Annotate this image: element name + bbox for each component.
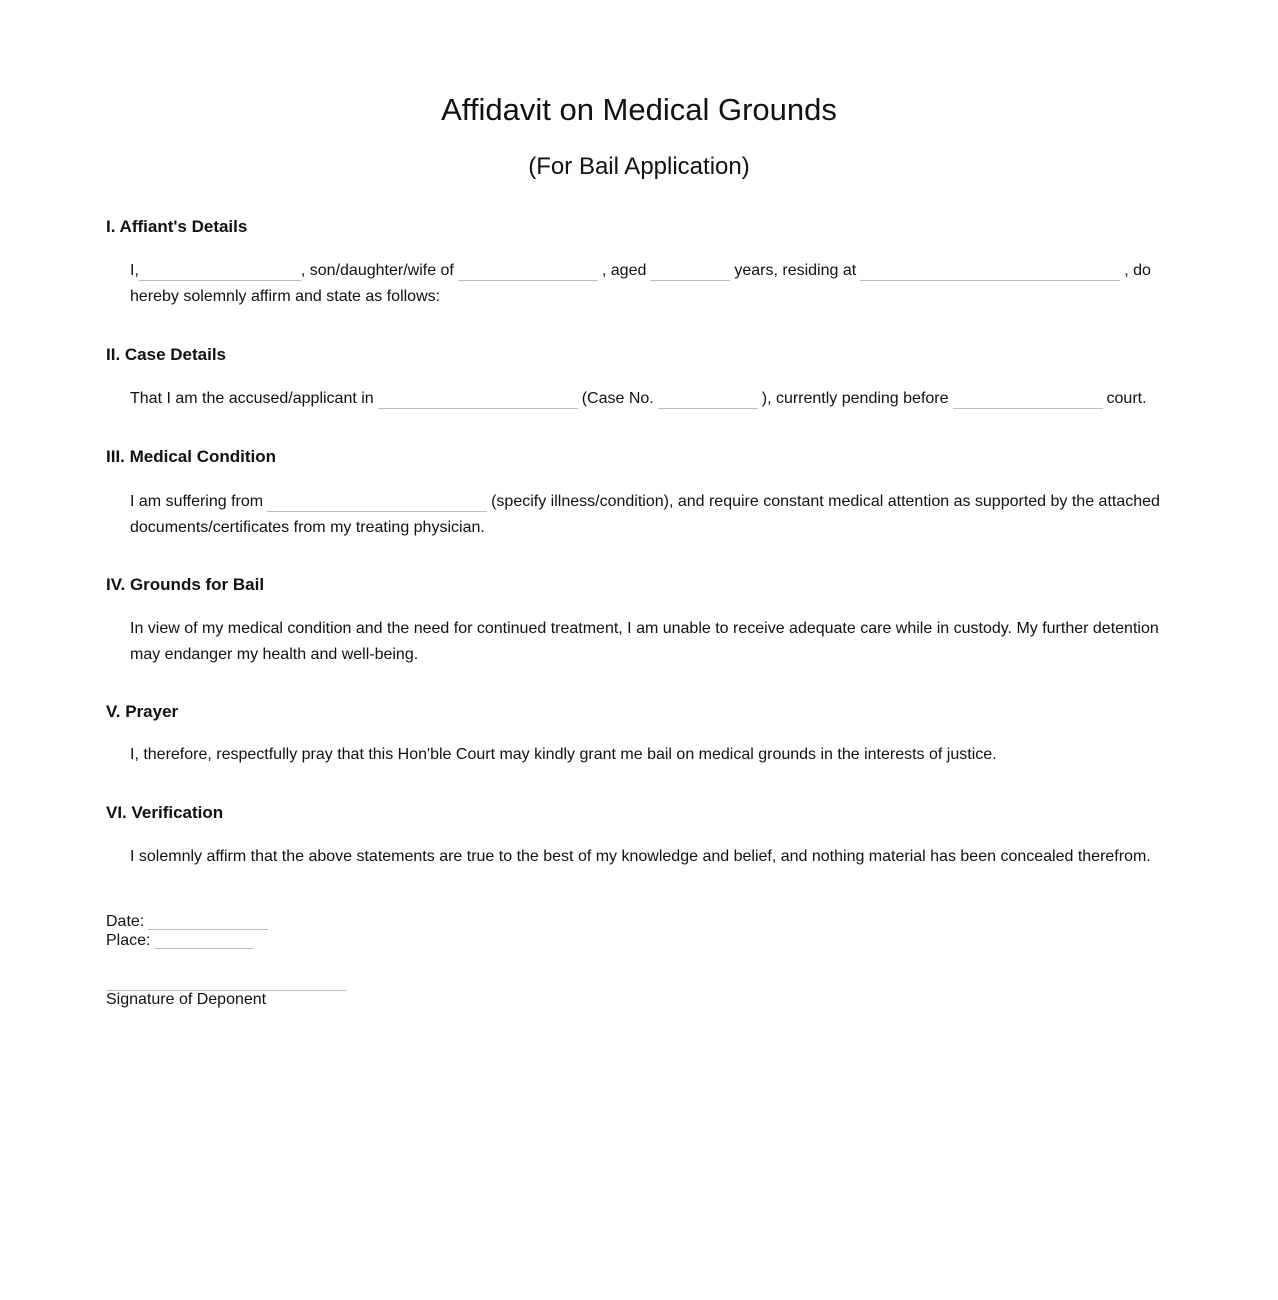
- section-affiant-details: [106, 216, 1166, 310]
- affiant-name-blank[interactable]: [139, 260, 301, 281]
- section-heading: I. Affiant's Details: [106, 217, 248, 236]
- case-paragraph: [106, 386, 1166, 412]
- case-number-blank[interactable]: [658, 388, 758, 409]
- signature-label: Signature of Deponent: [106, 991, 267, 1008]
- document-subtitle: (For Bail Application): [528, 153, 750, 180]
- case-matter-blank[interactable]: [378, 388, 578, 409]
- section-grounds-for-bail: [106, 574, 1166, 668]
- section-prayer: [106, 701, 1166, 768]
- section-heading: III. Medical Condition: [106, 447, 276, 466]
- medical-text-2: (specify illness/condition), and require constant medical attention as supported by the attached documents/certificates from my treating physician.: [130, 493, 1160, 536]
- date-label: Date:: [106, 913, 145, 930]
- parent-name-blank[interactable]: [458, 260, 598, 281]
- medical-paragraph: [106, 489, 1166, 541]
- prayer-paragraph: I, therefore, respectfully pray that this Hon'ble Court may kindly grant me bail on medical grounds in the interests of justice.: [130, 746, 997, 763]
- place-label: Place:: [106, 932, 151, 949]
- affiant-text-3: , aged: [601, 262, 647, 279]
- case-text-4: court.: [1106, 390, 1147, 407]
- affiant-text-2: , son/daughter/wife of: [300, 262, 454, 279]
- grounds-paragraph: In view of my medical condition and the need for continued treatment, I am unable to receive adequate care while in custody. My further detention may endanger my health and well-being.: [130, 620, 1159, 663]
- verification-paragraph: I solemnly affirm that the above statements are true to the best of my knowledge and belief, and nothing material has been concealed therefrom.: [130, 848, 1151, 865]
- section-case-details: [106, 344, 1166, 412]
- case-text-3: ), currently pending before: [761, 390, 949, 407]
- place-row: [106, 931, 268, 950]
- document-title: Affidavit on Medical Grounds: [441, 92, 837, 127]
- date-place-block: [106, 912, 268, 950]
- place-blank[interactable]: [154, 932, 254, 949]
- court-name-blank[interactable]: [953, 388, 1103, 409]
- address-blank[interactable]: [860, 260, 1120, 281]
- medical-text-1: I am suffering from: [130, 493, 264, 510]
- case-text-1: That I am the accused/applicant in: [130, 390, 374, 407]
- affiant-text-5: , do hereby solemnly affirm and state as follows:: [130, 262, 1151, 305]
- section-heading: II. Case Details: [106, 345, 227, 364]
- affiant-paragraph: [106, 258, 1166, 310]
- case-text-2: (Case No.: [581, 390, 654, 407]
- affiant-text-1: I,: [130, 262, 139, 279]
- section-heading: VI. Verification: [106, 803, 224, 822]
- section-medical-condition: [106, 446, 1166, 541]
- section-verification: [106, 802, 1166, 870]
- affiant-text-4: years, residing at: [734, 262, 857, 279]
- date-row: [106, 912, 268, 931]
- date-blank[interactable]: [148, 913, 268, 930]
- age-blank[interactable]: [650, 260, 730, 281]
- illness-blank[interactable]: [267, 491, 487, 512]
- section-heading: IV. Grounds for Bail: [106, 575, 265, 594]
- section-heading: V. Prayer: [106, 702, 179, 721]
